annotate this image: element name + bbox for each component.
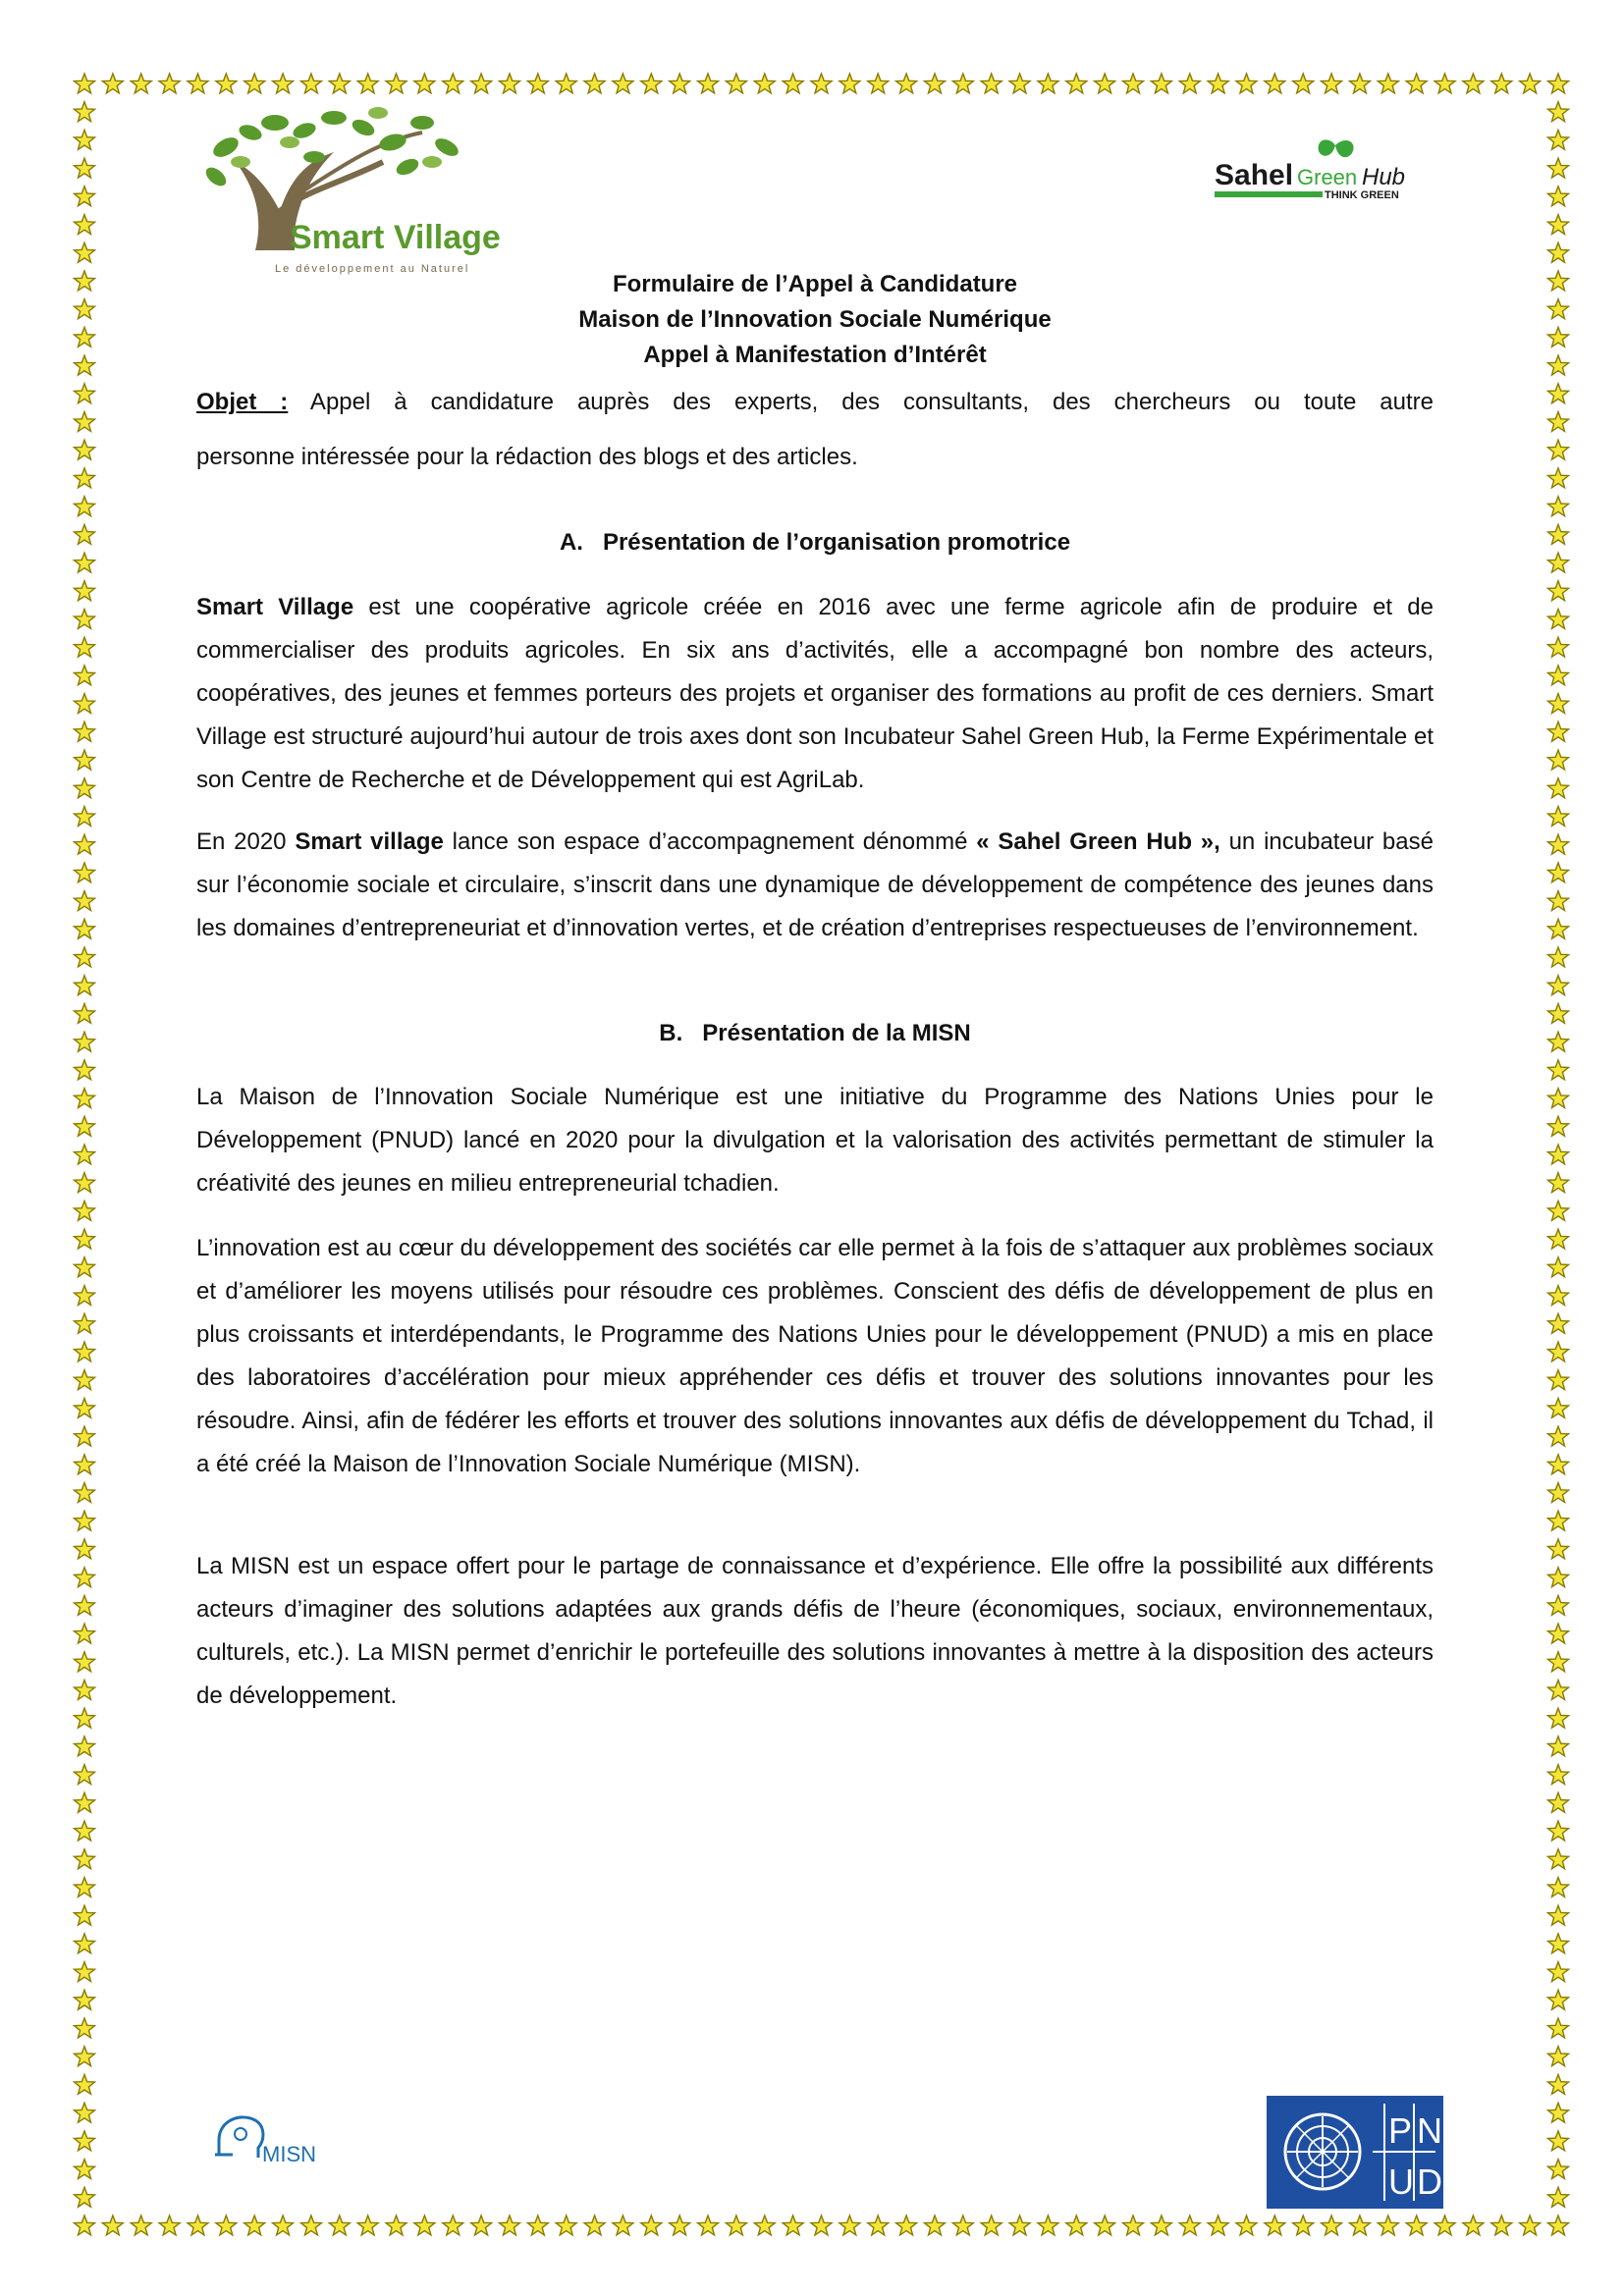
border-star-icon <box>102 2216 123 2235</box>
objet-line-2: personne intéressée pour la rédaction des blogs et des articles. <box>196 444 858 470</box>
border-star-icon <box>1548 1145 1569 1164</box>
border-star-icon <box>1548 2018 1569 2038</box>
border-star-icon <box>1548 1539 1569 1559</box>
border-star-icon <box>952 2216 973 2235</box>
border-star-icon <box>1548 187 1569 206</box>
border-star-icon <box>1548 524 1569 544</box>
border-star-icon <box>75 666 95 685</box>
border-star-icon <box>1548 637 1569 657</box>
border-star-icon <box>75 1145 95 1164</box>
border-star-icon <box>75 1765 95 1785</box>
title-line-2: Maison de l’Innovation Sociale Numérique <box>578 306 1052 333</box>
border-star-icon <box>1208 74 1228 93</box>
border-star-icon <box>75 497 95 516</box>
border-star-icon <box>1548 1003 1569 1023</box>
border-star-icon <box>75 242 95 262</box>
border-star-icon <box>1548 694 1569 714</box>
border-star-icon <box>1548 74 1569 93</box>
section-a-p2-end: un incubateur basé sur l’économie sociale et circulaire, s’inscrit dans une dynamique de développement de compétence des jeunes dans les domaines d’entrepreneuriat et d’innovation vertes, et de création d’entreprises respectueuses de l’environnement. <box>196 828 1434 941</box>
border-star-icon <box>75 1003 95 1023</box>
border-star-icon <box>1236 74 1257 93</box>
section-b-paragraph-2: L’innovation est au cœur du développement des sociétés car elle permet à la fois de s’attaquer aux problèmes sociaux et d’améliorer les moyens utilisés pour résoudre ces problèmes. Conscient des défis de développement de plus en plus croissants et interdépendants, le Programme des Nations Unies pour le développement (PNUD) a mis en place des laboratoires d’accélération pour mieux appréhender ces défis et trouver des solutions innovantes pour les résoudre. Ainsi, afin de fédérer les efforts et trouver des solutions innovantes aux défis de développement du Tchad, il a été créé la Maison de l’Innovation Sociale Numérique (MISN). <box>196 1235 1434 1477</box>
border-star-icon <box>1009 2216 1030 2235</box>
border-star-icon <box>584 2216 605 2235</box>
border-star-icon <box>1406 74 1427 93</box>
border-star-icon <box>471 74 492 93</box>
border-star-icon <box>75 130 95 149</box>
border-star-icon <box>159 74 180 93</box>
sgh-tagline: THINK GREEN <box>1325 189 1399 201</box>
border-star-icon <box>1548 1990 1569 2009</box>
border-star-icon <box>698 2216 719 2235</box>
border-star-icon <box>75 1624 95 1643</box>
border-star-icon <box>1548 834 1569 854</box>
border-star-icon <box>1548 1342 1569 1362</box>
border-star-icon <box>1548 750 1569 770</box>
border-star-icon <box>75 1257 95 1277</box>
border-star-icon <box>1265 74 1285 93</box>
sgh-hub-text: Hub <box>1362 164 1406 190</box>
sgh-sahel-text: Sahel <box>1215 159 1294 191</box>
border-star-icon <box>75 1792 95 1812</box>
border-star-icon <box>1548 1313 1569 1333</box>
border-star-icon <box>1548 1652 1569 1672</box>
border-star-icon <box>1548 158 1569 178</box>
border-star-icon <box>584 74 605 93</box>
border-star-icon <box>1548 919 1569 938</box>
border-star-icon <box>75 2160 95 2179</box>
border-star-icon <box>1406 2216 1427 2235</box>
form-title <box>196 267 1434 373</box>
border-star-icon <box>75 74 95 93</box>
border-star-icon <box>75 834 95 854</box>
border-star-icon <box>726 2216 746 2235</box>
sgh-green-text: Green <box>1297 165 1358 189</box>
border-star-icon <box>75 2131 95 2151</box>
border-star-icon <box>75 891 95 911</box>
border-star-icon <box>1548 412 1569 432</box>
border-star-icon <box>75 412 95 432</box>
border-star-icon <box>1548 807 1569 827</box>
border-star-icon <box>75 102 95 122</box>
border-star-icon <box>1548 299 1569 319</box>
border-star-icon <box>1548 1173 1569 1193</box>
border-star-icon <box>75 1286 95 1306</box>
border-star-icon <box>1548 891 1569 911</box>
border-star-icon <box>1548 1624 1569 1643</box>
border-star-icon <box>981 2216 1001 2235</box>
border-star-icon <box>75 187 95 206</box>
border-star-icon <box>414 2216 435 2235</box>
border-star-icon <box>1350 74 1371 93</box>
border-star-icon <box>527 2216 548 2235</box>
border-star-icon <box>1548 497 1569 516</box>
border-star-icon <box>1151 2216 1171 2235</box>
border-star-icon <box>1548 863 1569 882</box>
border-star-icon <box>273 2216 294 2235</box>
border-star-icon <box>75 1342 95 1362</box>
border-star-icon <box>1009 74 1030 93</box>
border-star-icon <box>500 2216 520 2235</box>
border-star-icon <box>1548 271 1569 291</box>
sv-logo-tagline: Le développement au Naturel <box>275 263 470 275</box>
border-star-icon <box>1548 553 1569 572</box>
border-star-icon <box>1520 74 1541 93</box>
border-star-icon <box>1548 1201 1569 1220</box>
border-star-icon <box>1378 2216 1398 2235</box>
border-star-icon <box>1548 1511 1569 1530</box>
border-star-icon <box>75 1201 95 1220</box>
border-star-icon <box>1548 1878 1569 1897</box>
objet-paragraph <box>196 375 1434 485</box>
border-star-icon <box>301 74 322 93</box>
border-star-icon <box>1095 2216 1115 2235</box>
border-star-icon <box>1265 2216 1285 2235</box>
border-star-icon <box>1548 1934 1569 1953</box>
section-a-paragraph-1 <box>196 586 1434 802</box>
border-star-icon <box>329 2216 350 2235</box>
border-star-icon <box>1491 74 1512 93</box>
border-star-icon <box>952 74 973 93</box>
border-star-icon <box>471 2216 492 2235</box>
border-star-icon <box>981 74 1001 93</box>
objet-line-1 <box>196 375 1434 430</box>
border-star-icon <box>1548 1483 1569 1503</box>
pnud-letter-p: P <box>1388 2110 1413 2151</box>
border-star-icon <box>75 1568 95 1587</box>
border-star-icon <box>868 2216 889 2235</box>
border-star-icon <box>1548 947 1569 967</box>
border-star-icon <box>75 2047 95 2066</box>
border-star-icon <box>868 74 889 93</box>
section-b-heading: B. Présentation de la MISN <box>659 1020 971 1046</box>
border-star-icon <box>1548 1426 1569 1446</box>
border-star-icon <box>1548 1568 1569 1587</box>
border-star-icon <box>75 1455 95 1474</box>
border-star-icon <box>75 440 95 459</box>
border-star-icon <box>357 2216 378 2235</box>
border-star-icon <box>839 74 860 93</box>
border-star-icon <box>75 524 95 544</box>
border-star-icon <box>75 1905 95 1925</box>
border-star-icon <box>1435 2216 1455 2235</box>
border-star-icon <box>1548 2187 1569 2207</box>
border-star-icon <box>75 384 95 403</box>
border-star-icon <box>670 2216 690 2235</box>
border-star-icon <box>75 1652 95 1672</box>
border-star-icon <box>1350 2216 1371 2235</box>
border-star-icon <box>641 2216 662 2235</box>
border-star-icon <box>1322 74 1342 93</box>
border-star-icon <box>75 2216 95 2235</box>
border-star-icon <box>754 2216 775 2235</box>
border-star-icon <box>131 2216 151 2235</box>
border-star-icon <box>1548 1595 1569 1615</box>
border-star-icon <box>1548 1792 1569 1812</box>
border-star-icon <box>754 74 775 93</box>
border-star-icon <box>1293 74 1314 93</box>
border-star-icon <box>75 778 95 798</box>
section-b-paragraph-1: La Maison de l’Innovation Sociale Numérique est une initiative du Programme des Nations Unies pour le Développement (PNUD) lancé en 2020 pour la divulgation et la valorisation des activités permettant de stimuler la créativité des jeunes en milieu entrepreneurial tchadien. <box>196 1084 1434 1197</box>
sahel-green-hub-bold: « Sahel Green Hub », <box>976 828 1220 855</box>
border-star-icon <box>1548 1821 1569 1841</box>
border-star-icon <box>1236 2216 1257 2235</box>
pnud-letter-u: U <box>1388 2162 1414 2202</box>
border-star-icon <box>1520 2216 1541 2235</box>
border-star-icon <box>188 74 208 93</box>
border-star-icon <box>1322 2216 1342 2235</box>
section-b-paragraph-3: La MISN est un espace offert pour le partage de connaissance et d’expérience. Elle offre la possibilité aux différents acteurs d’imaginer des solutions adaptées aux grands défis de l’heure (économiques, sociaux, environnementaux, culturels, etc.). La MISN permet d’enrichir le portefeuille des solutions innovantes à mettre à la disposition des acteurs de développement. <box>196 1553 1434 1709</box>
border-star-icon <box>670 74 690 93</box>
border-star-icon <box>1463 74 1484 93</box>
border-star-icon <box>75 637 95 657</box>
section-a-p2-mid: lance son espace d’accompagnement dénommé <box>443 828 977 855</box>
border-star-icon <box>1548 1116 1569 1136</box>
border-star-icon <box>75 1313 95 1333</box>
border-star-icon <box>216 74 237 93</box>
border-star-icon <box>414 74 435 93</box>
border-star-icon <box>1548 2074 1569 2094</box>
border-star-icon <box>75 1878 95 1897</box>
border-star-icon <box>75 976 95 995</box>
un-emblem-icon <box>1285 2114 1360 2189</box>
sv-logo-name: Smart Village <box>290 219 501 256</box>
border-star-icon <box>839 2216 860 2235</box>
border-star-icon <box>75 355 95 375</box>
border-star-icon <box>75 1736 95 1756</box>
border-star-icon <box>783 74 803 93</box>
border-star-icon <box>75 1681 95 1700</box>
section-a-p2-start: En 2020 <box>196 828 296 855</box>
border-star-icon <box>1548 1089 1569 1108</box>
border-star-icon <box>1378 74 1398 93</box>
pnud-letter-d: D <box>1417 2162 1442 2202</box>
border-star-icon <box>75 1539 95 1559</box>
border-star-icon <box>102 74 123 93</box>
border-star-icon <box>1548 721 1569 741</box>
border-star-icon <box>75 1398 95 1417</box>
border-star-icon <box>1548 1032 1569 1051</box>
border-star-icon <box>75 694 95 714</box>
border-star-icon <box>641 74 662 93</box>
border-star-icon <box>1548 1455 1569 1474</box>
border-star-icon <box>1548 1905 1569 1925</box>
border-star-icon <box>75 1849 95 1869</box>
border-star-icon <box>1548 976 1569 995</box>
border-star-icon <box>1151 74 1171 93</box>
border-star-icon <box>1038 2216 1058 2235</box>
border-star-icon <box>75 2103 95 2122</box>
border-star-icon <box>613 74 633 93</box>
border-star-icon <box>75 1089 95 1108</box>
border-star-icon <box>1548 215 1569 235</box>
border-star-icon <box>556 2216 576 2235</box>
title-line-1: Formulaire de l’Appel à Candidature <box>612 271 1018 297</box>
border-star-icon <box>75 919 95 938</box>
border-star-icon <box>1548 666 1569 685</box>
border-star-icon <box>75 1990 95 2009</box>
border-star-icon <box>698 74 719 93</box>
border-star-icon <box>925 2216 946 2235</box>
border-star-icon <box>1548 581 1569 601</box>
border-star-icon <box>1548 2103 1569 2122</box>
border-star-icon <box>1548 1681 1569 1700</box>
border-star-icon <box>1548 2216 1569 2235</box>
border-star-icon <box>1179 74 1200 93</box>
border-star-icon <box>1548 355 1569 375</box>
border-star-icon <box>301 2216 322 2235</box>
border-star-icon <box>1123 74 1144 93</box>
border-star-icon <box>811 74 832 93</box>
border-star-icon <box>613 2216 633 2235</box>
border-star-icon <box>1548 610 1569 629</box>
border-star-icon <box>896 2216 917 2235</box>
sahel-green-hub-logo <box>1213 137 1429 216</box>
border-star-icon <box>329 74 350 93</box>
border-star-icon <box>75 581 95 601</box>
border-star-icon <box>1548 1060 1569 1080</box>
smart-village-bold-2: Smart village <box>295 828 444 855</box>
border-star-icon <box>1548 2160 1569 2179</box>
border-star-icon <box>1548 1370 1569 1390</box>
border-star-icon <box>75 1934 95 1953</box>
border-star-icon <box>443 2216 463 2235</box>
misn-logo <box>211 2101 349 2169</box>
border-star-icon <box>75 863 95 882</box>
border-star-icon <box>1548 468 1569 488</box>
border-star-icon <box>75 1060 95 1080</box>
border-star-icon <box>726 74 746 93</box>
border-star-icon <box>75 947 95 967</box>
border-star-icon <box>75 1821 95 1841</box>
border-star-icon <box>75 1173 95 1193</box>
border-star-icon <box>75 2187 95 2207</box>
border-star-icon <box>75 807 95 827</box>
border-star-icon <box>188 2216 208 2235</box>
border-star-icon <box>75 468 95 488</box>
border-star-icon <box>1548 440 1569 459</box>
border-star-icon <box>75 299 95 319</box>
border-star-icon <box>273 74 294 93</box>
border-star-icon <box>75 721 95 741</box>
border-star-icon <box>1548 384 1569 403</box>
border-star-icon <box>896 74 917 93</box>
border-star-icon <box>216 2216 237 2235</box>
border-star-icon <box>1491 2216 1512 2235</box>
border-star-icon <box>75 553 95 572</box>
border-star-icon <box>1548 1962 1569 1982</box>
border-star-icon <box>1548 327 1569 347</box>
section-a-paragraph-2 <box>196 821 1434 950</box>
border-star-icon <box>244 74 265 93</box>
border-star-icon <box>131 74 151 93</box>
border-star-icon <box>1548 1765 1569 1785</box>
border-star-icon <box>386 2216 406 2235</box>
smart-village-bold: Smart Village <box>196 594 354 620</box>
border-star-icon <box>1293 2216 1314 2235</box>
border-star-icon <box>783 2216 803 2235</box>
border-star-icon <box>527 74 548 93</box>
border-star-icon <box>75 1511 95 1530</box>
border-star-icon <box>75 2018 95 2038</box>
objet-line-1-text: Appel à candidature auprès des experts, des consultants, des chercheurs ou toute autre <box>288 389 1434 415</box>
border-star-icon <box>1548 1708 1569 1728</box>
border-star-icon <box>1066 74 1087 93</box>
border-star-icon <box>1463 2216 1484 2235</box>
border-star-icon <box>75 750 95 770</box>
border-star-icon <box>159 2216 180 2235</box>
border-star-icon <box>1548 1229 1569 1249</box>
section-a-p1-text: est une coopérative agricole créée en 2016 avec une ferme agricole afin de produire et de commercialiser des produits agricoles. En six ans d’activités, elle a accompagné bon nombre des acteurs, coopératives, des jeunes et femmes porteurs des projets et organiser des formations au profit de ces derniers. Smart Village est structuré aujourd’hui autour de trois axes dont son Incubateur Sahel Green Hub, la Ferme Expérimentale et son Centre de Recherche et de Développement qui est AgriLab. <box>196 594 1434 793</box>
border-star-icon <box>75 215 95 235</box>
border-star-icon <box>75 1708 95 1728</box>
border-star-icon <box>244 2216 265 2235</box>
border-star-icon <box>75 1962 95 1982</box>
smart-village-logo <box>196 103 511 280</box>
border-star-icon <box>1066 2216 1087 2235</box>
border-star-icon <box>1548 1257 1569 1277</box>
border-star-icon <box>1548 2131 1569 2151</box>
border-star-icon <box>1548 130 1569 149</box>
border-star-icon <box>75 610 95 629</box>
border-star-icon <box>1179 2216 1200 2235</box>
border-star-icon <box>75 1229 95 1249</box>
title-line-3: Appel à Manifestation d’Intérêt <box>643 342 987 368</box>
border-star-icon <box>1548 778 1569 798</box>
border-star-icon <box>1548 1398 1569 1417</box>
border-star-icon <box>75 1426 95 1446</box>
border-star-icon <box>1548 242 1569 262</box>
border-star-icon <box>1038 74 1058 93</box>
border-star-icon <box>1095 74 1115 93</box>
border-star-icon <box>1123 2216 1144 2235</box>
misn-logo-text: MISN <box>262 2142 316 2166</box>
border-star-icon <box>1548 1286 1569 1306</box>
border-star-icon <box>811 2216 832 2235</box>
border-star-icon <box>75 1032 95 1051</box>
border-star-icon <box>75 1370 95 1390</box>
border-star-icon <box>1435 74 1455 93</box>
border-star-icon <box>443 74 463 93</box>
border-star-icon <box>1548 1736 1569 1756</box>
border-star-icon <box>357 74 378 93</box>
border-star-icon <box>75 271 95 291</box>
border-star-icon <box>1548 1849 1569 1869</box>
section-a-heading: A. Présentation de l’organisation promotrice <box>559 529 1071 556</box>
pnud-letter-n: N <box>1417 2110 1442 2151</box>
border-star-icon <box>1208 2216 1228 2235</box>
pnud-logo <box>1267 2096 1443 2209</box>
border-star-icon <box>500 74 520 93</box>
border-star-icon <box>75 1595 95 1615</box>
border-star-icon <box>1548 2047 1569 2066</box>
border-star-icon <box>75 327 95 347</box>
border-star-icon <box>386 74 406 93</box>
objet-label: Objet : <box>196 389 289 415</box>
border-star-icon <box>75 1483 95 1503</box>
border-star-icon <box>556 74 576 93</box>
border-star-icon <box>75 158 95 178</box>
border-star-icon <box>75 1116 95 1136</box>
border-star-icon <box>925 74 946 93</box>
border-star-icon <box>1548 102 1569 122</box>
border-star-icon <box>75 2074 95 2094</box>
